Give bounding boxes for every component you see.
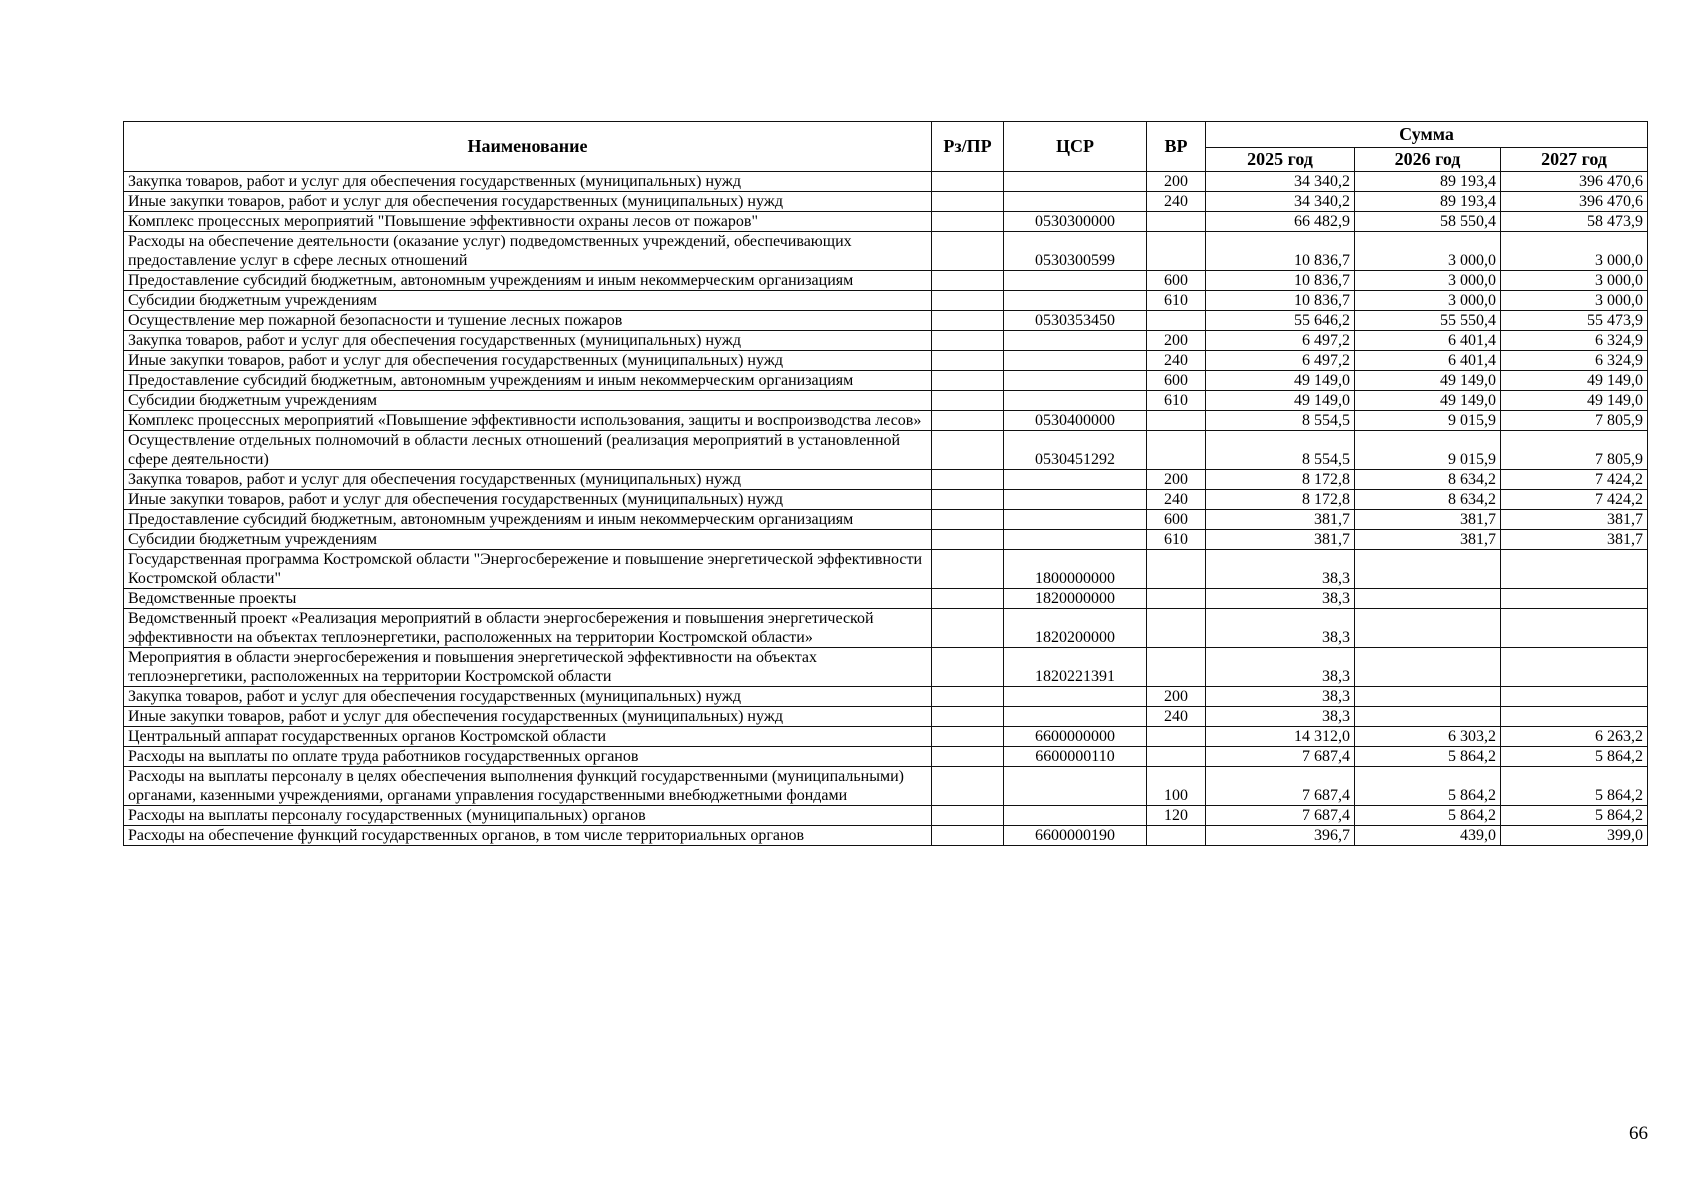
cell-2025: 38,3 [1206, 589, 1355, 609]
cell-rz-pr [932, 331, 1004, 351]
cell-rz-pr [932, 232, 1004, 271]
cell-name: Государственная программа Костромской области "Энергосбережение и повышение энергетической эффективности Костромской области" [124, 550, 932, 589]
table-row [124, 411, 1648, 431]
cell-2026: 3 000,0 [1355, 232, 1501, 271]
cell-2027 [1501, 648, 1648, 687]
cell-rz-pr [932, 589, 1004, 609]
cell-rz-pr [932, 411, 1004, 431]
cell-2027: 5 864,2 [1501, 747, 1648, 767]
table-row [124, 192, 1648, 212]
cell-rz-pr [932, 391, 1004, 411]
cell-2025: 49 149,0 [1206, 371, 1355, 391]
cell-csr: 0530451292 [1004, 431, 1147, 470]
table-row [124, 391, 1648, 411]
header-year-2025: 2025 год [1206, 148, 1355, 172]
cell-2025: 7 687,4 [1206, 806, 1355, 826]
page-number: 66 [1629, 1123, 1648, 1144]
table-row [124, 648, 1648, 687]
cell-csr: 6600000190 [1004, 826, 1147, 846]
cell-csr [1004, 271, 1147, 291]
cell-2026: 9 015,9 [1355, 411, 1501, 431]
cell-2027: 3 000,0 [1501, 271, 1648, 291]
table-row [124, 727, 1648, 747]
cell-2026: 58 550,4 [1355, 212, 1501, 232]
cell-2027: 6 324,9 [1501, 331, 1648, 351]
cell-name: Осуществление мер пожарной безопасности и тушение лесных пожаров [124, 311, 932, 331]
cell-rz-pr [932, 767, 1004, 806]
cell-name: Предоставление субсидий бюджетным, автономным учреждениям и иным некоммерческим организациям [124, 371, 932, 391]
cell-name: Ведомственный проект «Реализация мероприятий в области энергосбережения и повышения энергетической эффективности на объектах теплоэнергетики, расположенных на территории Костромской области» [124, 609, 932, 648]
cell-2025: 7 687,4 [1206, 747, 1355, 767]
cell-vr: 200 [1147, 172, 1206, 192]
cell-vr [1147, 589, 1206, 609]
cell-2026: 55 550,4 [1355, 311, 1501, 331]
cell-2027: 7 805,9 [1501, 411, 1648, 431]
table-row [124, 470, 1648, 490]
cell-vr: 610 [1147, 391, 1206, 411]
cell-vr [1147, 648, 1206, 687]
cell-2026 [1355, 550, 1501, 589]
cell-2026: 5 864,2 [1355, 767, 1501, 806]
cell-name: Центральный аппарат государственных органов Костромской области [124, 727, 932, 747]
table-row [124, 172, 1648, 192]
budget-table [123, 121, 1648, 846]
cell-2027: 7 424,2 [1501, 470, 1648, 490]
cell-vr: 240 [1147, 490, 1206, 510]
cell-2027: 381,7 [1501, 530, 1648, 550]
cell-csr [1004, 391, 1147, 411]
cell-2025: 38,3 [1206, 609, 1355, 648]
cell-csr: 6600000110 [1004, 747, 1147, 767]
cell-vr [1147, 826, 1206, 846]
table-row [124, 550, 1648, 589]
cell-2027: 5 864,2 [1501, 806, 1648, 826]
cell-csr [1004, 291, 1147, 311]
cell-csr [1004, 371, 1147, 391]
cell-2026: 5 864,2 [1355, 747, 1501, 767]
table-row [124, 687, 1648, 707]
cell-2027 [1501, 707, 1648, 727]
cell-2025: 34 340,2 [1206, 172, 1355, 192]
cell-csr: 0530353450 [1004, 311, 1147, 331]
cell-2026: 8 634,2 [1355, 490, 1501, 510]
cell-csr [1004, 490, 1147, 510]
cell-2027: 55 473,9 [1501, 311, 1648, 331]
table-row [124, 747, 1648, 767]
table-row [124, 232, 1648, 271]
cell-2027: 58 473,9 [1501, 212, 1648, 232]
cell-2026: 9 015,9 [1355, 431, 1501, 470]
table-row [124, 609, 1648, 648]
table-row [124, 767, 1648, 806]
cell-rz-pr [932, 271, 1004, 291]
cell-csr [1004, 510, 1147, 530]
cell-csr: 1820200000 [1004, 609, 1147, 648]
cell-vr: 600 [1147, 510, 1206, 530]
header-year-2027: 2027 год [1501, 148, 1648, 172]
cell-name: Иные закупки товаров, работ и услуг для обеспечения государственных (муниципальных) нужд [124, 192, 932, 212]
cell-rz-pr [932, 291, 1004, 311]
cell-2027: 3 000,0 [1501, 291, 1648, 311]
cell-name: Иные закупки товаров, работ и услуг для обеспечения государственных (муниципальных) нужд [124, 707, 932, 727]
cell-vr: 200 [1147, 687, 1206, 707]
table-row [124, 271, 1648, 291]
cell-2025: 38,3 [1206, 707, 1355, 727]
cell-name: Иные закупки товаров, работ и услуг для обеспечения государственных (муниципальных) нужд [124, 351, 932, 371]
cell-vr: 600 [1147, 271, 1206, 291]
cell-name: Закупка товаров, работ и услуг для обеспечения государственных (муниципальных) нужд [124, 172, 932, 192]
cell-2025: 38,3 [1206, 550, 1355, 589]
cell-name: Закупка товаров, работ и услуг для обеспечения государственных (муниципальных) нужд [124, 470, 932, 490]
cell-csr: 1820221391 [1004, 648, 1147, 687]
cell-vr [1147, 727, 1206, 747]
cell-2027: 6 324,9 [1501, 351, 1648, 371]
cell-2025: 49 149,0 [1206, 391, 1355, 411]
cell-2026 [1355, 609, 1501, 648]
header-csr: ЦСР [1004, 122, 1147, 172]
cell-2026 [1355, 648, 1501, 687]
cell-csr [1004, 351, 1147, 371]
cell-2025: 8 554,5 [1206, 411, 1355, 431]
cell-rz-pr [932, 351, 1004, 371]
cell-name: Расходы на обеспечение функций государственных органов, в том числе территориальных органов [124, 826, 932, 846]
cell-2026: 89 193,4 [1355, 192, 1501, 212]
cell-name: Ведомственные проекты [124, 589, 932, 609]
cell-2025: 396,7 [1206, 826, 1355, 846]
table-row [124, 351, 1648, 371]
table-row [124, 371, 1648, 391]
cell-name: Расходы на выплаты по оплате труда работников государственных органов [124, 747, 932, 767]
header-rz-pr: Рз/ПР [932, 122, 1004, 172]
table-row [124, 490, 1648, 510]
cell-vr: 240 [1147, 192, 1206, 212]
cell-csr [1004, 530, 1147, 550]
cell-name: Предоставление субсидий бюджетным, автономным учреждениям и иным некоммерческим организациям [124, 510, 932, 530]
cell-2027: 7 805,9 [1501, 431, 1648, 470]
cell-2025: 38,3 [1206, 687, 1355, 707]
cell-rz-pr [932, 707, 1004, 727]
cell-rz-pr [932, 192, 1004, 212]
table-row [124, 431, 1648, 470]
cell-2025: 6 497,2 [1206, 351, 1355, 371]
cell-vr: 200 [1147, 331, 1206, 351]
cell-csr: 0530300599 [1004, 232, 1147, 271]
cell-csr: 6600000000 [1004, 727, 1147, 747]
cell-2026: 6 303,2 [1355, 727, 1501, 747]
cell-vr: 240 [1147, 351, 1206, 371]
cell-rz-pr [932, 727, 1004, 747]
table-row [124, 291, 1648, 311]
cell-vr [1147, 550, 1206, 589]
cell-vr: 100 [1147, 767, 1206, 806]
cell-2025: 34 340,2 [1206, 192, 1355, 212]
cell-rz-pr [932, 687, 1004, 707]
cell-2026: 6 401,4 [1355, 351, 1501, 371]
cell-2027: 3 000,0 [1501, 232, 1648, 271]
cell-2027: 7 424,2 [1501, 490, 1648, 510]
cell-rz-pr [932, 510, 1004, 530]
cell-rz-pr [932, 826, 1004, 846]
cell-name: Расходы на выплаты персоналу государственных (муниципальных) органов [124, 806, 932, 826]
cell-2025: 6 497,2 [1206, 331, 1355, 351]
header-year-2026: 2026 год [1355, 148, 1501, 172]
cell-2027: 399,0 [1501, 826, 1648, 846]
cell-2026: 439,0 [1355, 826, 1501, 846]
table-row [124, 707, 1648, 727]
cell-csr [1004, 172, 1147, 192]
cell-2025: 10 836,7 [1206, 232, 1355, 271]
cell-2027: 49 149,0 [1501, 391, 1648, 411]
cell-name: Предоставление субсидий бюджетным, автономным учреждениям и иным некоммерческим организациям [124, 271, 932, 291]
cell-name: Осуществление отдельных полномочий в области лесных отношений (реализация мероприятий в установленной сфере деятельности) [124, 431, 932, 470]
cell-vr [1147, 311, 1206, 331]
cell-rz-pr [932, 806, 1004, 826]
cell-2025: 8 554,5 [1206, 431, 1355, 470]
cell-name: Закупка товаров, работ и услуг для обеспечения государственных (муниципальных) нужд [124, 687, 932, 707]
cell-2026: 3 000,0 [1355, 271, 1501, 291]
cell-2026: 49 149,0 [1355, 371, 1501, 391]
cell-2025: 8 172,8 [1206, 470, 1355, 490]
cell-rz-pr [932, 431, 1004, 470]
cell-2026: 5 864,2 [1355, 806, 1501, 826]
cell-csr: 1820000000 [1004, 589, 1147, 609]
cell-vr [1147, 212, 1206, 232]
cell-2027: 396 470,6 [1501, 172, 1648, 192]
table-row [124, 311, 1648, 331]
cell-csr [1004, 806, 1147, 826]
cell-csr [1004, 687, 1147, 707]
cell-rz-pr [932, 490, 1004, 510]
cell-vr: 120 [1147, 806, 1206, 826]
cell-csr [1004, 192, 1147, 212]
table-header [124, 122, 1648, 172]
cell-2025: 66 482,9 [1206, 212, 1355, 232]
cell-name: Субсидии бюджетным учреждениям [124, 530, 932, 550]
cell-csr [1004, 707, 1147, 727]
cell-csr [1004, 470, 1147, 490]
cell-name: Комплекс процессных мероприятий «Повышение эффективности использования, защиты и воспроизводства лесов» [124, 411, 932, 431]
table-row [124, 510, 1648, 530]
cell-vr [1147, 747, 1206, 767]
cell-rz-pr [932, 747, 1004, 767]
table-row [124, 826, 1648, 846]
cell-rz-pr [932, 212, 1004, 232]
cell-name: Комплекс процессных мероприятий "Повышение эффективности охраны лесов от пожаров" [124, 212, 932, 232]
cell-2026: 381,7 [1355, 530, 1501, 550]
cell-name: Иные закупки товаров, работ и услуг для обеспечения государственных (муниципальных) нужд [124, 490, 932, 510]
cell-2025: 8 172,8 [1206, 490, 1355, 510]
cell-vr [1147, 232, 1206, 271]
cell-2027 [1501, 550, 1648, 589]
table-row [124, 806, 1648, 826]
cell-2026 [1355, 687, 1501, 707]
cell-2026: 381,7 [1355, 510, 1501, 530]
cell-2027 [1501, 609, 1648, 648]
cell-vr: 240 [1147, 707, 1206, 727]
cell-2026 [1355, 707, 1501, 727]
table-body [124, 172, 1648, 846]
table-row [124, 530, 1648, 550]
cell-2025: 55 646,2 [1206, 311, 1355, 331]
cell-name: Субсидии бюджетным учреждениям [124, 391, 932, 411]
cell-csr: 0530300000 [1004, 212, 1147, 232]
cell-vr [1147, 431, 1206, 470]
cell-vr [1147, 411, 1206, 431]
cell-2027: 6 263,2 [1501, 727, 1648, 747]
cell-2026: 3 000,0 [1355, 291, 1501, 311]
cell-csr: 0530400000 [1004, 411, 1147, 431]
table-row [124, 589, 1648, 609]
cell-2027: 49 149,0 [1501, 371, 1648, 391]
cell-vr: 610 [1147, 291, 1206, 311]
cell-2025: 381,7 [1206, 510, 1355, 530]
cell-rz-pr [932, 172, 1004, 192]
cell-csr [1004, 331, 1147, 351]
cell-2027: 5 864,2 [1501, 767, 1648, 806]
cell-2025: 14 312,0 [1206, 727, 1355, 747]
cell-rz-pr [932, 609, 1004, 648]
cell-2027 [1501, 687, 1648, 707]
cell-2025: 10 836,7 [1206, 291, 1355, 311]
cell-name: Мероприятия в области энергосбережения и повышения энергетической эффективности на объектах теплоэнергетики, расположенных на территории Костромской области [124, 648, 932, 687]
cell-rz-pr [932, 530, 1004, 550]
cell-vr: 200 [1147, 470, 1206, 490]
cell-2025: 7 687,4 [1206, 767, 1355, 806]
header-sum: Сумма [1206, 122, 1648, 148]
header-vr: ВР [1147, 122, 1206, 172]
cell-2026: 8 634,2 [1355, 470, 1501, 490]
table-row [124, 212, 1648, 232]
cell-rz-pr [932, 470, 1004, 490]
table-row [124, 331, 1648, 351]
cell-2026: 6 401,4 [1355, 331, 1501, 351]
cell-2026: 89 193,4 [1355, 172, 1501, 192]
cell-name: Расходы на выплаты персоналу в целях обеспечения выполнения функций государственными (муниципальными) органами, казенными учреждениями, органами управления государственными внебюджетными фондами [124, 767, 932, 806]
header-name: Наименование [124, 122, 932, 172]
cell-name: Закупка товаров, работ и услуг для обеспечения государственных (муниципальных) нужд [124, 331, 932, 351]
cell-vr: 610 [1147, 530, 1206, 550]
cell-2025: 381,7 [1206, 530, 1355, 550]
cell-vr: 600 [1147, 371, 1206, 391]
cell-2027 [1501, 589, 1648, 609]
cell-rz-pr [932, 648, 1004, 687]
cell-2026: 49 149,0 [1355, 391, 1501, 411]
cell-name: Расходы на обеспечение деятельности (оказание услуг) подведомственных учреждений, обеспечивающих предоставление услуг в сфере лесных отношений [124, 232, 932, 271]
cell-vr [1147, 609, 1206, 648]
cell-rz-pr [932, 371, 1004, 391]
cell-rz-pr [932, 311, 1004, 331]
cell-2026 [1355, 589, 1501, 609]
cell-2027: 381,7 [1501, 510, 1648, 530]
cell-csr: 1800000000 [1004, 550, 1147, 589]
cell-2025: 38,3 [1206, 648, 1355, 687]
cell-2025: 10 836,7 [1206, 271, 1355, 291]
cell-rz-pr [932, 550, 1004, 589]
cell-name: Субсидии бюджетным учреждениям [124, 291, 932, 311]
cell-2027: 396 470,6 [1501, 192, 1648, 212]
cell-csr [1004, 767, 1147, 806]
